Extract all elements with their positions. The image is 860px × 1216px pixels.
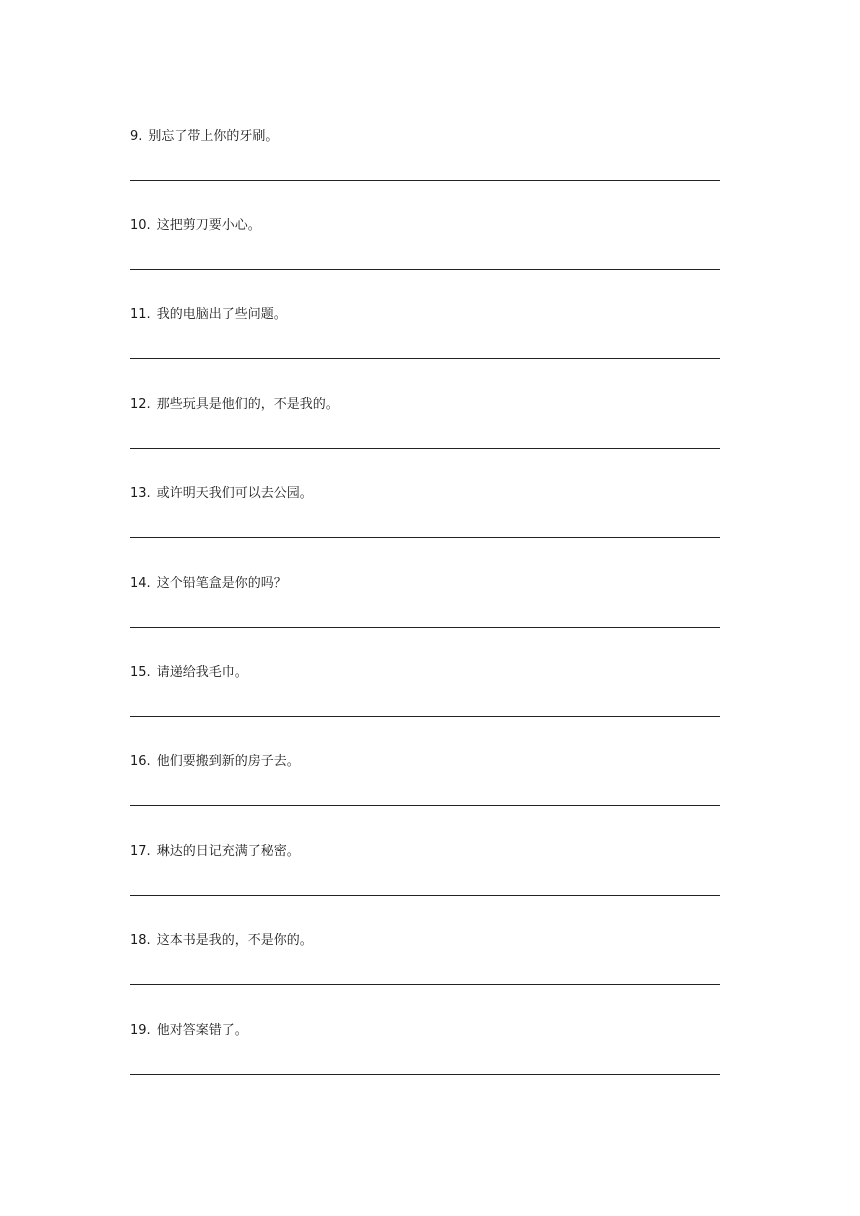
- question-text: 他们要搬到新的房子去。: [156, 754, 300, 769]
- question-prompt: [130, 485, 313, 502]
- question-number: 16.: [130, 754, 151, 769]
- question-number: 10.: [130, 218, 151, 233]
- question-number: 14.: [130, 576, 151, 591]
- answer-line[interactable]: [130, 895, 720, 896]
- question-number: 19.: [130, 1023, 151, 1038]
- answer-line[interactable]: [130, 627, 720, 628]
- question-prompt: [130, 753, 300, 770]
- question-text: 或许明天我们可以去公园。: [156, 486, 313, 501]
- question-prompt: [130, 217, 261, 234]
- question-item: [130, 843, 720, 933]
- question-text: 别忘了带上你的牙刷。: [148, 129, 279, 144]
- question-item: [130, 128, 720, 218]
- question-number: 11.: [130, 307, 151, 322]
- question-text: 那些玩具是他们的，不是我的。: [156, 397, 339, 412]
- question-text: 我的电脑出了些问题。: [156, 307, 287, 322]
- answer-line[interactable]: [130, 448, 720, 449]
- answer-line[interactable]: [130, 180, 720, 181]
- question-text: 这本书是我的，不是你的。: [156, 933, 313, 948]
- question-number: 17.: [130, 844, 151, 859]
- question-prompt: [130, 932, 313, 949]
- question-item: [130, 306, 720, 396]
- question-number: 12.: [130, 397, 151, 412]
- question-number: 15.: [130, 665, 151, 680]
- question-prompt: [130, 306, 287, 323]
- question-item: [130, 932, 720, 1022]
- question-text: 这个铅笔盒是你的吗？: [156, 576, 287, 591]
- question-text: 他对答案错了。: [156, 1023, 248, 1038]
- question-prompt: [130, 664, 248, 681]
- answer-line[interactable]: [130, 805, 720, 806]
- question-item: [130, 217, 720, 307]
- question-prompt: [130, 128, 278, 145]
- answer-line[interactable]: [130, 358, 720, 359]
- question-item: [130, 1022, 720, 1112]
- question-text: 这把剪刀要小心。: [156, 218, 261, 233]
- answer-line[interactable]: [130, 1074, 720, 1075]
- question-prompt: [130, 396, 339, 413]
- question-text: 请递给我毛巾。: [156, 665, 248, 680]
- question-text: 琳达的日记充满了秘密。: [156, 844, 300, 859]
- question-number: 9.: [130, 129, 143, 144]
- question-prompt: [130, 575, 287, 592]
- answer-line[interactable]: [130, 537, 720, 538]
- question-prompt: [130, 843, 300, 860]
- question-prompt: [130, 1022, 248, 1039]
- question-item: [130, 664, 720, 754]
- question-number: 18.: [130, 933, 151, 948]
- question-item: [130, 485, 720, 575]
- question-number: 13.: [130, 486, 151, 501]
- question-item: [130, 753, 720, 843]
- answer-line[interactable]: [130, 269, 720, 270]
- answer-line[interactable]: [130, 984, 720, 985]
- answer-line[interactable]: [130, 716, 720, 717]
- question-item: [130, 575, 720, 665]
- question-item: [130, 396, 720, 486]
